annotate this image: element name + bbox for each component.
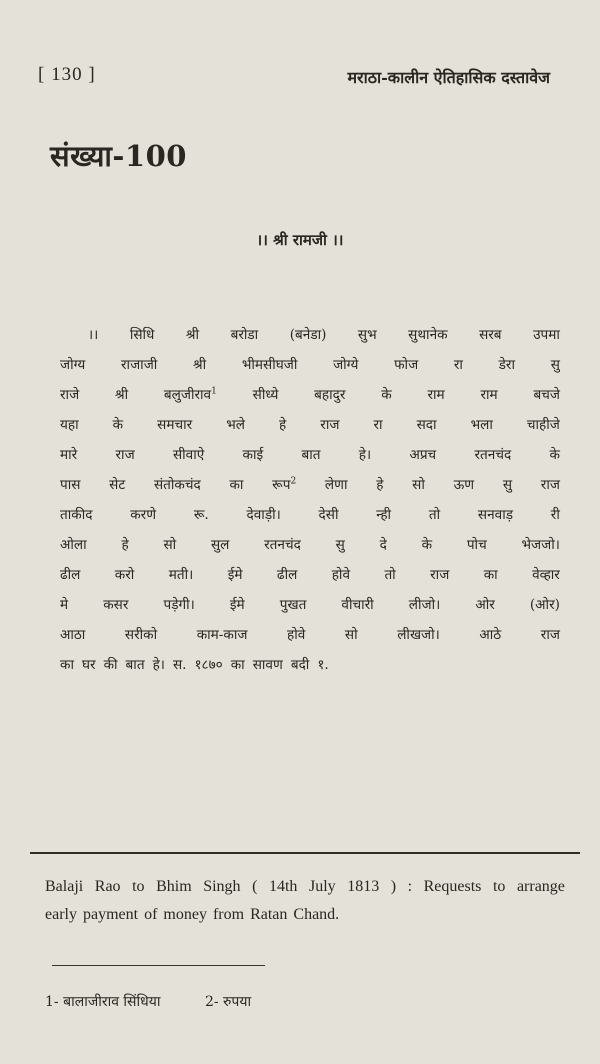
letter-line: पास सेट संतोकचंद का रूप$^2$ लेणा हे सो ऊण सु राज xyxy=(60,476,560,493)
letter-line: ढील करो मती। ईमे ढील होवे तो राज का वेव्हार xyxy=(60,567,560,583)
section-divider xyxy=(30,852,580,854)
footnote-ref: 2 xyxy=(290,476,297,487)
running-title: मराठा-कालीन ऐतिहासिक दस्तावेज xyxy=(347,68,550,87)
letter-line: का घर की बात हे। स. १८७० का सावण बदी १. xyxy=(60,657,329,673)
footnote-ref: 1 xyxy=(211,386,217,397)
english-summary xyxy=(45,873,565,929)
letter-line: जोग्य राजाजी श्री भीमसीघजी जोग्ये फोज रा डेरा सु xyxy=(60,357,560,373)
footnote-2: 2- रुपया xyxy=(204,994,252,1010)
footnotes xyxy=(45,992,251,1011)
footnote-1: 1- बालाजीराव सिंधिया xyxy=(45,994,161,1010)
letter-line: आठा सरीको काम-काज होवे सो लीखजो। आठे राज xyxy=(60,627,560,643)
letter-line: राजे श्री बलुजीराव$^1$ सीध्ये बहादुर के राम राम बचजे xyxy=(60,386,560,403)
page-number: [ 130 ] xyxy=(38,64,96,85)
letter-body xyxy=(60,320,560,680)
summary-line: early payment of money from Ratan Chand. xyxy=(45,906,340,923)
letter-line: मे कसर पड़ेगी। ईमे पुखत वीचारी लीजो। ओर (ओर) xyxy=(60,597,560,613)
letter-line: ताकीद करणे रू. देवाड़ी। देसी न्ही तो सनवाड़ री xyxy=(60,507,560,523)
letter-line: ।। सिधि श्री बरोडा (बनेडा) सुभ सुथानेक सरब उपमा xyxy=(88,327,560,343)
letter-line: ओला हे सो सुल रतनचंद सु दे के पोच भेजजो। xyxy=(60,537,560,553)
document-number: संख्या-100 xyxy=(50,139,187,173)
letter-line: यहा के समचार भले हे राज रा सदा भला चाहीजे xyxy=(60,417,560,433)
letter-line: मारे राज सीवाऐ काई बात हे। अप्रच रतनचंद के xyxy=(60,447,560,463)
footnote-divider xyxy=(52,965,265,966)
invocation: ।। श्री रामजी ।। xyxy=(256,231,344,249)
summary-line: Balaji Rao to Bhim Singh ( 14th July 1813 ) : Requests to arrange xyxy=(45,878,565,895)
